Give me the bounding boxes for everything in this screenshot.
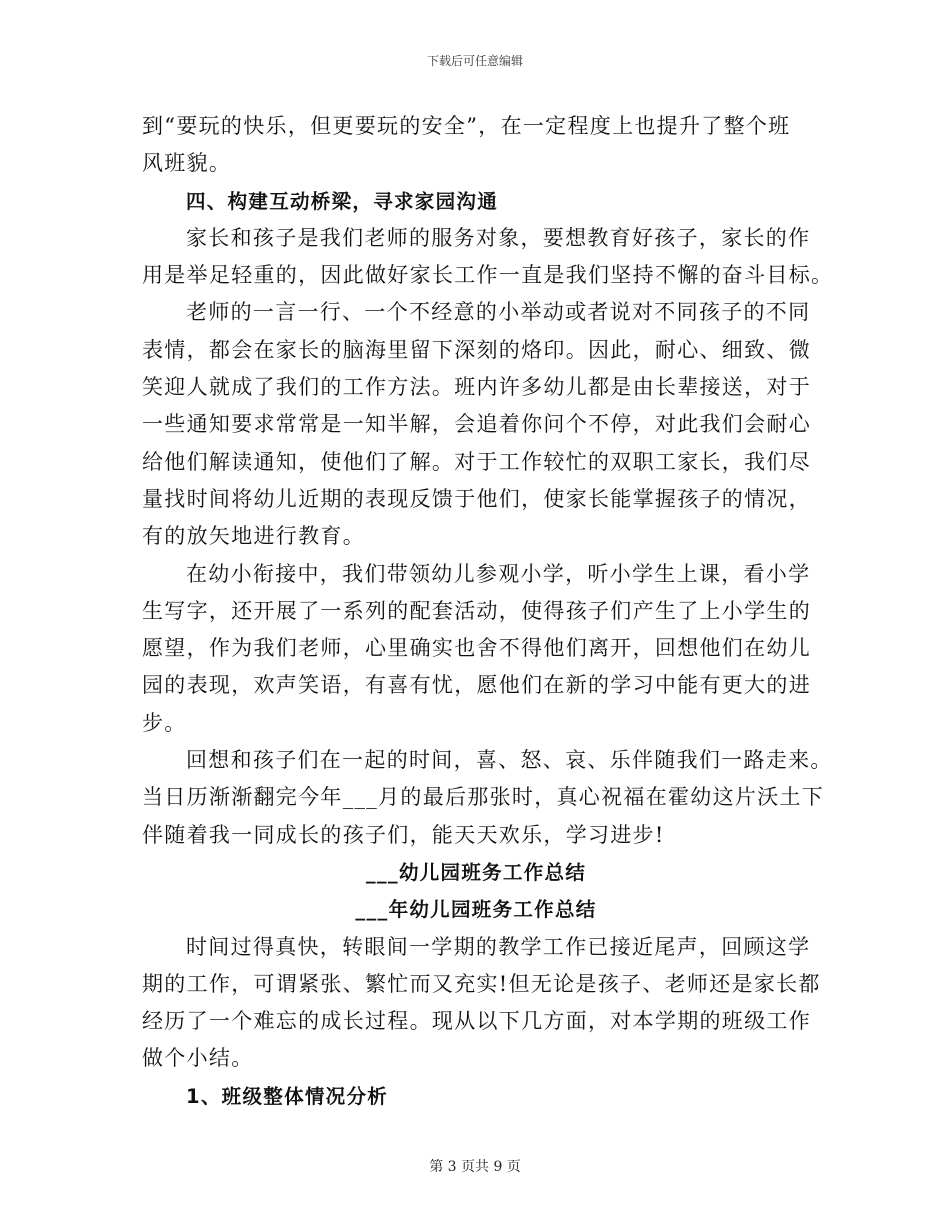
text-line: 老师的一言一行、一个不经意的小举动或者说对不同孩子的不同	[186, 300, 811, 325]
text-line: 在幼小衔接中，我们带领幼儿参观小学，听小学生上课，看小学	[186, 561, 811, 586]
document-title: ___幼儿园班务工作总结	[365, 860, 587, 884]
text-line: 期的工作，可谓紧张、繁忙而又充实!但无论是孩子、老师还是家长都	[142, 971, 821, 996]
text-line: 笑迎人就成了我们的工作方法。班内许多幼儿都是由长辈接送，对于	[142, 375, 811, 400]
text-line: 步。	[142, 710, 187, 735]
page-number: 第 3 页共 9 页	[429, 1159, 521, 1175]
text-line: 园的表现，欢声笑语，有喜有忧，愿他们在新的学习中能有更大的进	[142, 673, 811, 698]
text-line: 表情，都会在家长的脑海里留下深刻的烙印。因此，耐心、细致、微	[142, 337, 811, 362]
text-line: 量找时间将幼儿近期的表现反馈于他们，使家长能掌握孩子的情况，	[142, 486, 811, 511]
text-line: 时间过得真快，转眼间一学期的教学工作已接近尾声，回顾这学	[186, 934, 811, 959]
text-line: 到“要玩的快乐，但更要玩的安全”，在一定程度上也提升了整个班	[142, 114, 791, 138]
text-line: 经历了一个难忘的成长过程。现从以下几方面，对本学期的班级工作	[142, 1009, 811, 1034]
text-line: 家长和孩子是我们老师的服务对象，要想教育好孩子，家长的作	[186, 225, 811, 250]
text-line: 一些通知要求常常是一知半解，会追着你问个不停，对此我们会耐心	[142, 412, 811, 437]
page-header: 下载后可任意编辑	[426, 54, 523, 68]
section-heading: 四、构建互动桥梁，寻求家园沟通	[186, 189, 499, 213]
document-title: ___年幼儿园班务工作总结	[355, 898, 597, 922]
text-line: 有的放矢地进行教育。	[142, 524, 365, 549]
text-line: 生写字，还开展了一系列的配套活动，使得孩子们产生了上小学生的	[142, 598, 811, 623]
text-line: 用是举足轻重的，因此做好家长工作一直是我们坚持不懈的奋斗目标。	[142, 263, 834, 288]
text-line: 风班貌。	[142, 151, 232, 176]
text-line: 做个小结。	[142, 1046, 254, 1071]
section-heading: 1、班级整体情况分析	[186, 1084, 389, 1108]
text-line: 当日历渐渐翻完今年___月的最后那张时，真心祝福在霍幼这片沃土下	[142, 785, 825, 810]
text-line: 愿望，作为我们老师，心里确实也舍不得他们离开，回想他们在幼儿	[142, 636, 811, 661]
document-body	[142, 108, 834, 1115]
text-line: 给他们解读通知，使他们了解。对于工作较忙的双职工家长，我们尽	[142, 449, 811, 474]
text-line: 回想和孩子们在一起的时间，喜、怒、哀、乐伴随我们一路走来。	[186, 748, 833, 773]
text-line: 伴随着我一同成长的孩子们，能天天欢乐，学习进步!	[142, 822, 665, 847]
